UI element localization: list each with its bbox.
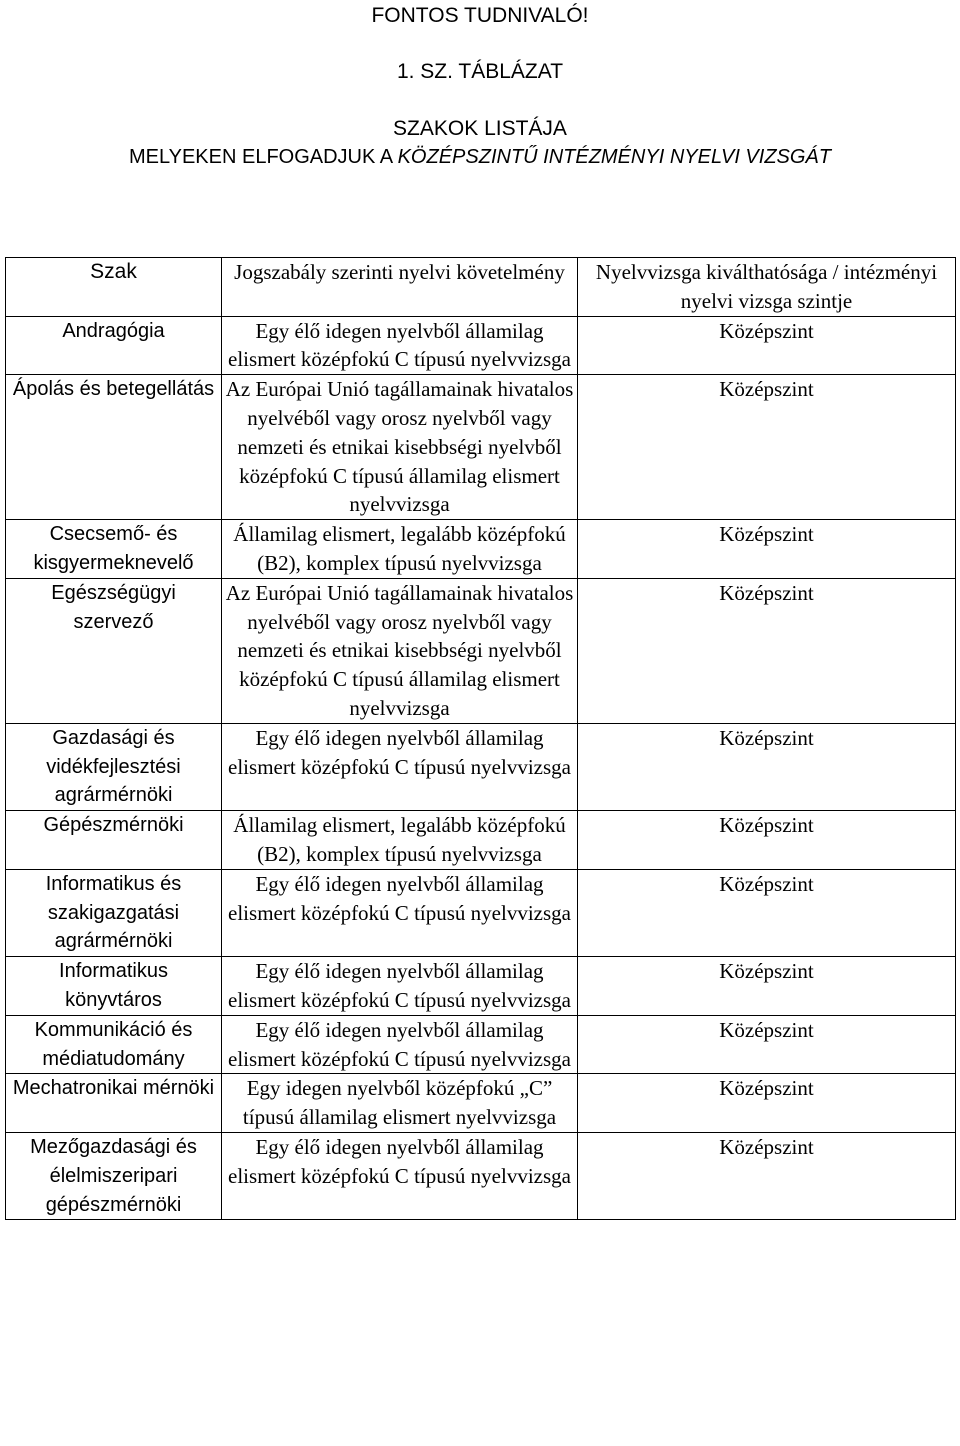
language-requirement: Államilag elismert, legalább középfokú (B2), komplex típusú nyelvvizsga <box>222 811 578 870</box>
language-requirement: Egy élő idegen nyelvből államilag elismert középfokú C típusú nyelvvizsga <box>222 723 578 810</box>
major-name: Informatikus könyvtáros <box>6 957 222 1016</box>
major-name: Kommunikáció és médiatudomány <box>6 1015 222 1074</box>
table-row <box>6 520 956 579</box>
table-number: 1. SZ. TÁBLÁZAT <box>396 60 564 83</box>
language-requirement: Egy élő idegen nyelvből államilag elismert középfokú C típusú nyelvvizsga <box>222 316 578 375</box>
table-row <box>6 316 956 375</box>
table-row <box>6 1132 956 1219</box>
notice-title: FONTOS TUDNIVALÓ! <box>371 4 589 27</box>
exam-level: Középszint <box>578 520 956 579</box>
header-szak: Szak <box>6 258 222 317</box>
exam-level: Középszint <box>578 316 956 375</box>
table-row <box>6 957 956 1016</box>
major-name: Andragógia <box>6 316 222 375</box>
language-requirement: Egy élő idegen nyelvből államilag elismert középfokú C típusú nyelvvizsga <box>222 1132 578 1219</box>
language-requirement: Az Európai Unió tagállamainak hivatalos nyelvéből vagy orosz nyelvből vagy nemzeti és etnikai kisebbségi nyelvből középfokú C típusú államilag elismert nyelvvizsga <box>222 375 578 520</box>
language-requirement: Egy élő idegen nyelvből államilag elismert középfokú C típusú nyelvvizsga <box>222 1015 578 1074</box>
language-requirement: Egy élő idegen nyelvből államilag elismert középfokú C típusú nyelvvizsga <box>222 957 578 1016</box>
table-row <box>6 1074 956 1133</box>
major-name: Informatikus és szakigazgatási agrármérnöki <box>6 869 222 956</box>
major-name: Ápolás és betegellátás <box>6 375 222 520</box>
list-subtitle <box>0 144 960 170</box>
table-header-row <box>6 258 956 317</box>
language-requirement: Egy élő idegen nyelvből államilag elismert középfokú C típusú nyelvvizsga <box>222 869 578 956</box>
exam-level: Középszint <box>578 578 956 723</box>
majors-table <box>5 257 956 1220</box>
major-name: Mezőgazdasági és élelmiszeripari gépészmérnöki <box>6 1132 222 1219</box>
table-row <box>6 578 956 723</box>
language-requirement: Államilag elismert, legalább középfokú (B2), komplex típusú nyelvvizsga <box>222 520 578 579</box>
exam-level: Középszint <box>578 723 956 810</box>
table-row <box>6 811 956 870</box>
subtitle-italic: KÖZÉPSZINTŰ INTÉZMÉNYI NYELVI VIZSGÁT <box>397 146 831 168</box>
exam-level: Középszint <box>578 1132 956 1219</box>
header-kivalthatosag: Nyelvvizsga kiválthatósága / intézményi nyelvi vizsga szintje <box>578 258 956 317</box>
table-row <box>6 869 956 956</box>
table-row <box>6 375 956 520</box>
header-jogszabaly: Jogszabály szerinti nyelvi követelmény <box>222 258 578 317</box>
subtitle-prefix: MELYEKEN ELFOGADJUK A <box>128 146 398 168</box>
exam-level: Középszint <box>578 1015 956 1074</box>
exam-level: Középszint <box>578 957 956 1016</box>
language-requirement: Egy idegen nyelvből középfokú „C” típusú államilag elismert nyelvvizsga <box>222 1074 578 1133</box>
major-name: Gépészmérnöki <box>6 811 222 870</box>
list-title: SZAKOK LISTÁJA <box>393 117 567 140</box>
table-row <box>6 1015 956 1074</box>
language-requirement: Az Európai Unió tagállamainak hivatalos nyelvéből vagy orosz nyelvből vagy nemzeti és etnikai kisebbségi nyelvből középfokú C típusú államilag elismert nyelvvizsga <box>222 578 578 723</box>
exam-level: Középszint <box>578 869 956 956</box>
major-name: Egészségügyi szervező <box>6 578 222 723</box>
major-name: Mechatronikai mérnöki <box>6 1074 222 1133</box>
table-row <box>6 723 956 810</box>
exam-level: Középszint <box>578 375 956 520</box>
exam-level: Középszint <box>578 811 956 870</box>
major-name: Gazdasági és vidékfejlesztési agrármérnöki <box>6 723 222 810</box>
exam-level: Középszint <box>578 1074 956 1133</box>
major-name: Csecsemő- és kisgyermeknevelő <box>6 520 222 579</box>
